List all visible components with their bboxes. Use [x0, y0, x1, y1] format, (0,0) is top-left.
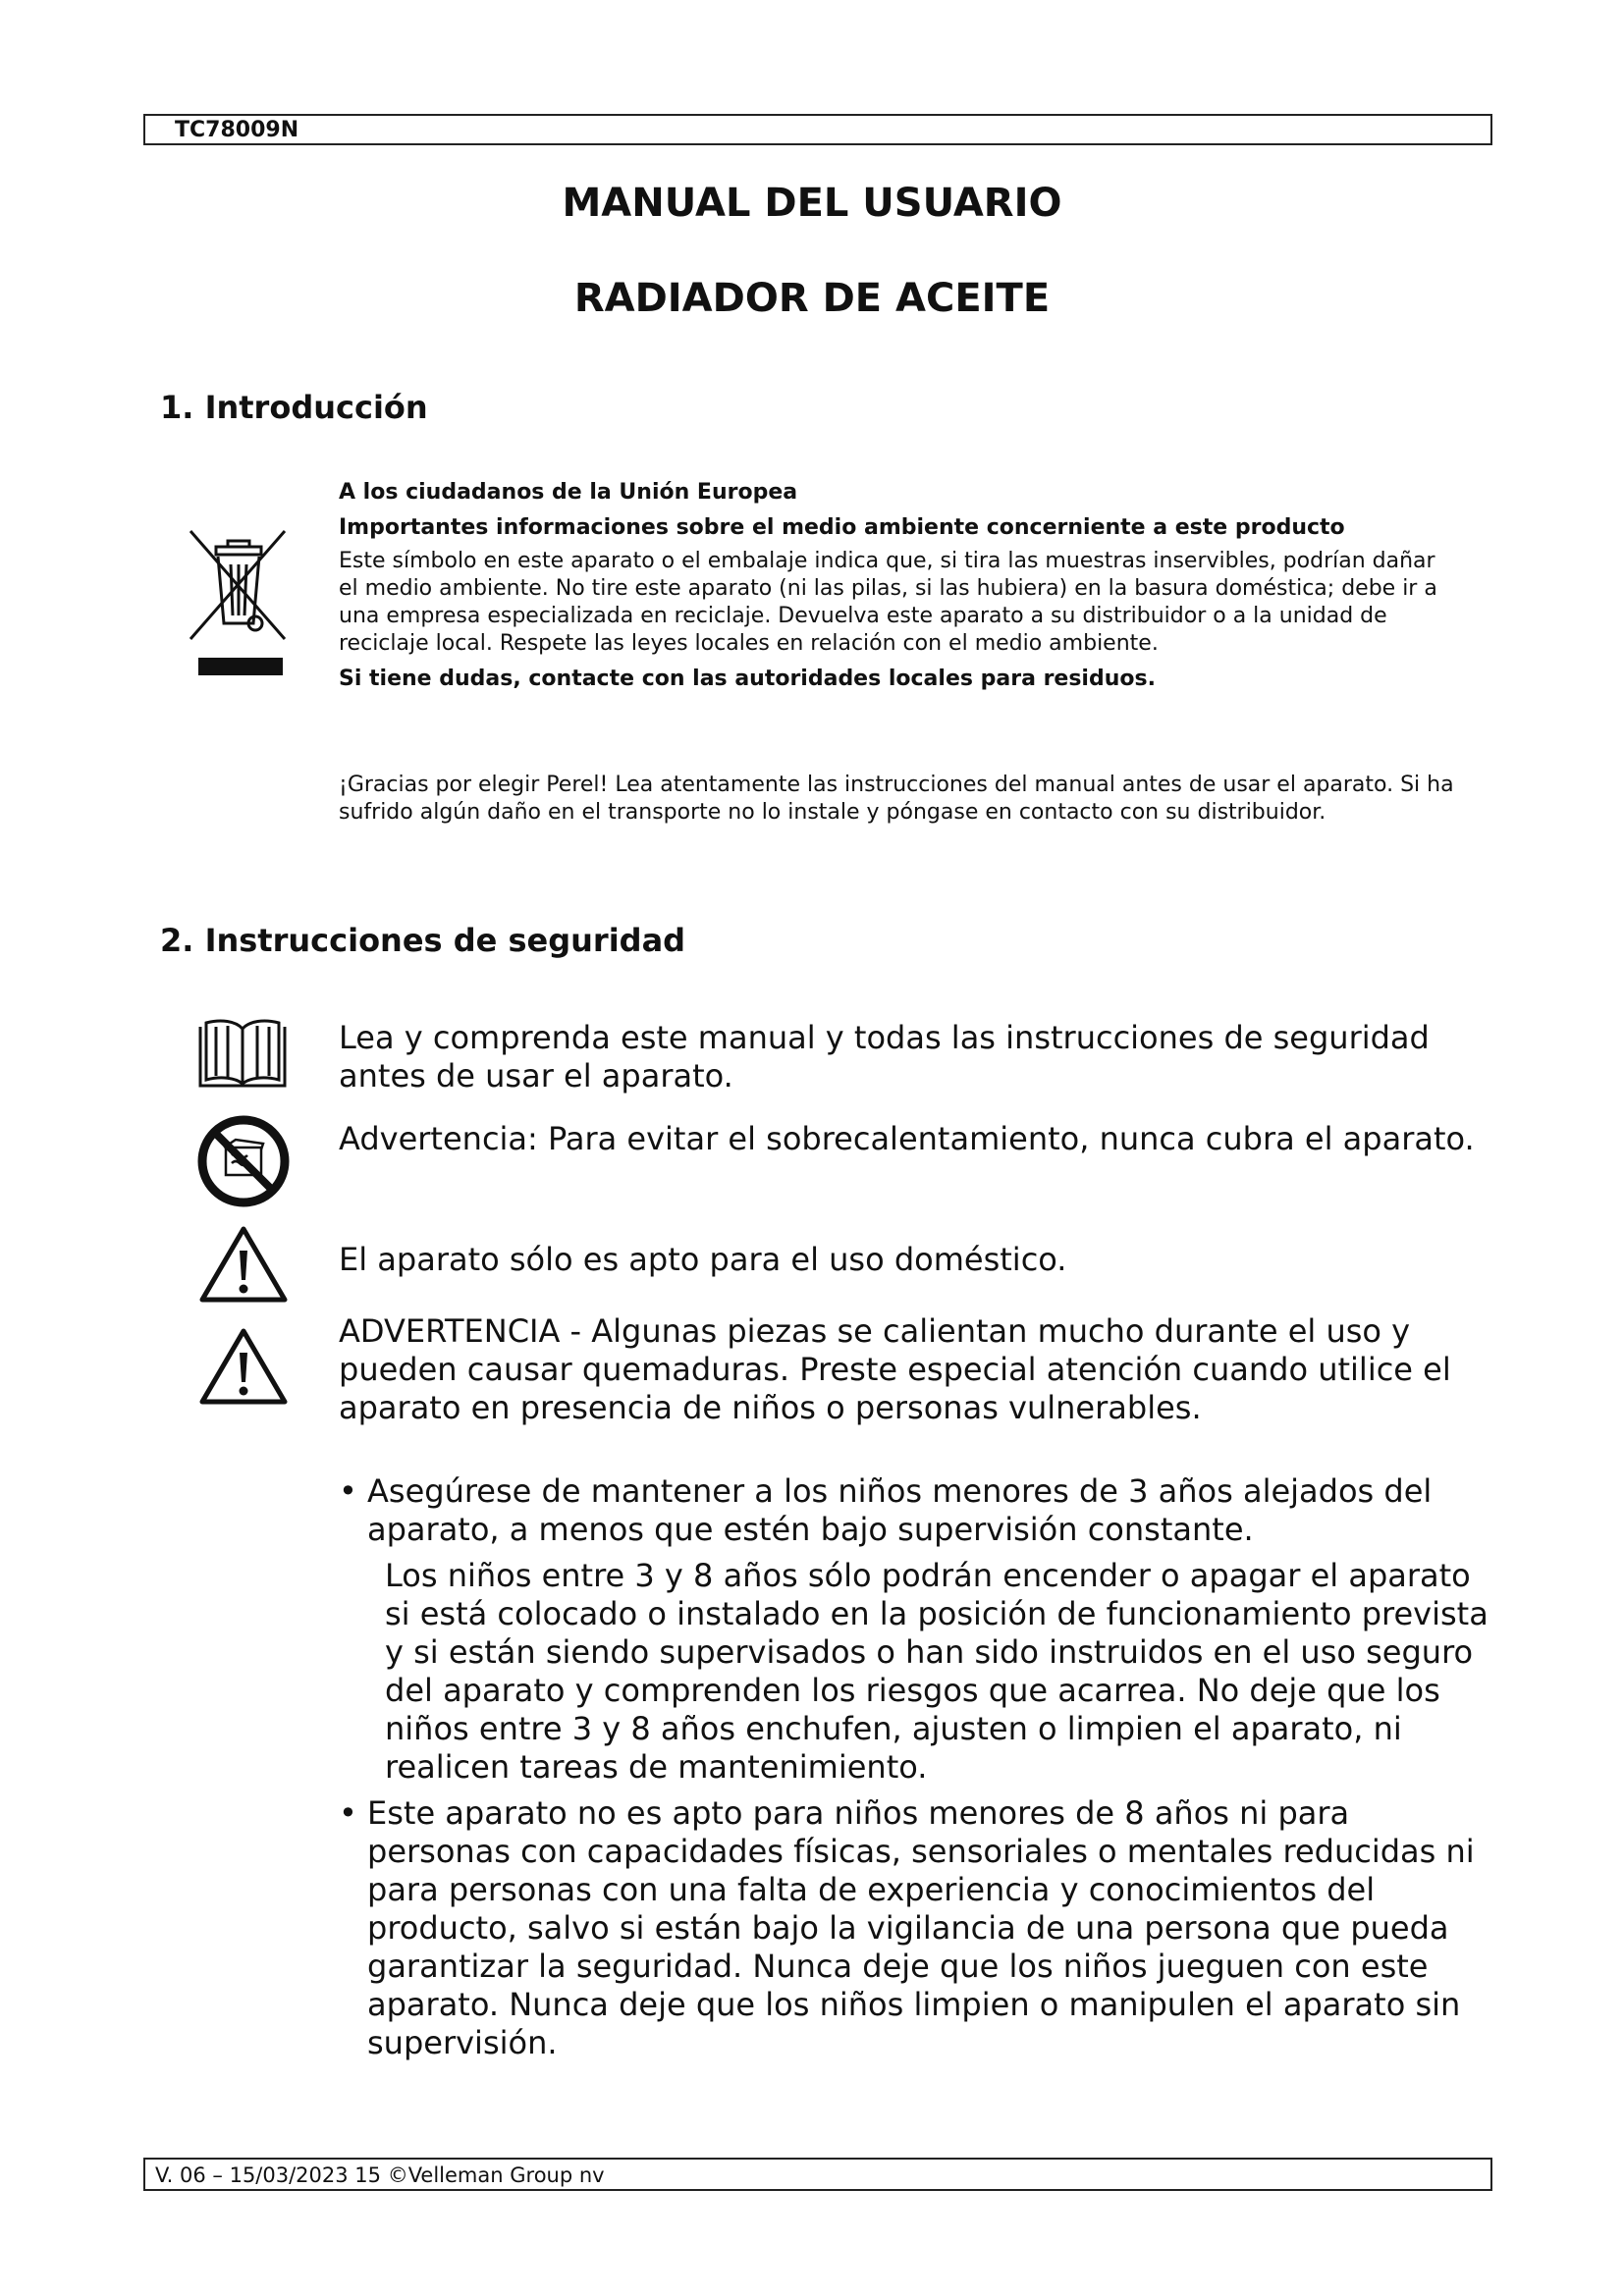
bullet-dot: • [339, 1794, 357, 1832]
list-item [339, 1794, 1497, 2062]
warning-triangle-icon [196, 1325, 291, 1408]
safety-text-domestic-use: El aparato sólo es apto para el uso doméstico. [339, 1241, 1067, 1278]
eu-heading: A los ciudadanos de la Unión Europea [339, 480, 798, 505]
manual-book-icon [196, 1017, 289, 1090]
eu-subheading: Importantes informaciones sobre el medio ambiente concerniente a este producto [339, 515, 1345, 540]
eu-body: Este símbolo en este aparato o el embalaje indica que, si tira las muestras inservibles, podrían dañar el medio ambiente. No tire este aparato (ni las pilas, si las hubiera) en la basura doméstica; debe ir a una empresa especializada en reciclaje. Devuelva este aparato a su distribuidor o a la unidad de reciclaje local. Respete las leyes locales en relación con el medio ambiente. [339, 549, 1437, 656]
section-heading-introduction: 1. Introducción [160, 389, 428, 426]
thanks-paragraph: ¡Gracias por elegir Perel! Lea atentamente las instrucciones del manual antes de usar el aparato. Si ha sufrido algún daño en el transporte no lo instale y póngase en contacto con su distribuidor. [339, 773, 1454, 825]
bullet-dot: • [339, 1472, 357, 1510]
eu-note: Si tiene dudas, contacte con las autoridades locales para residuos. [339, 667, 1156, 691]
section-heading-safety: 2. Instrucciones de seguridad [160, 922, 686, 959]
warning-triangle-icon [196, 1223, 291, 1306]
safety-text-hot-parts-warning: ADVERTENCIA - Algunas piezas se calientan mucho durante el uso y pueden causar quemaduras. Preste especial atención cuando utilice el aparato en presencia de niños o personas vulnerables. [339, 1312, 1451, 1426]
safety-text-read-manual: Lea y comprenda este manual y todas las instrucciones de seguridad antes de usar el aparato. [339, 1019, 1430, 1095]
footer-version: V. 06 – 15/03/2023 15 ©Velleman Group nv [155, 2163, 605, 2187]
list-item [339, 1472, 1497, 1787]
eu-notice [339, 479, 1458, 693]
page-header [143, 114, 1492, 145]
page-footer [143, 2158, 1492, 2191]
weee-crossed-bin-icon [187, 525, 293, 682]
model-number: TC78009N [175, 118, 299, 142]
bullet-subtext: Los niños entre 3 y 8 años sólo podrán encender o apagar el aparato si está colocado o instalado en la posición de funcionamiento prevista y si están siendo supervisados o han sido instruidos en el uso seguro del aparato y comprenden los riesgos que acarrea. No deje que los niños entre 3 y 8 años enchufen, ajusten o limpien el aparato, ni realicen tareas de mantenimiento. [385, 1557, 1489, 1786]
document-subtitle: RADIADOR DE ACEITE [573, 276, 1051, 321]
document-title: MANUAL DEL USUARIO [562, 181, 1062, 226]
do-not-cover-icon [196, 1114, 291, 1208]
safety-bullet-list [339, 1472, 1497, 2062]
bullet-text: Asegúrese de mantener a los niños menores de 3 años alejados del aparato, a menos que estén bajo supervisión constante. [367, 1472, 1433, 1548]
safety-text-do-not-cover: Advertencia: Para evitar el sobrecalentamiento, nunca cubra el aparato. [339, 1120, 1475, 1157]
bullet-text: Este aparato no es apto para niños menores de 8 años ni para personas con capacidades físicas, sensoriales o mentales reducidas ni para personas con una falta de experiencia y conocimientos del producto, salvo si están bajo la vigilancia de una persona que pueda garantizar la seguridad. Nunca deje que los niños jueguen con este aparato. Nunca deje que los niños limpien o manipulen el aparato sin supervisión. [367, 1794, 1475, 2061]
